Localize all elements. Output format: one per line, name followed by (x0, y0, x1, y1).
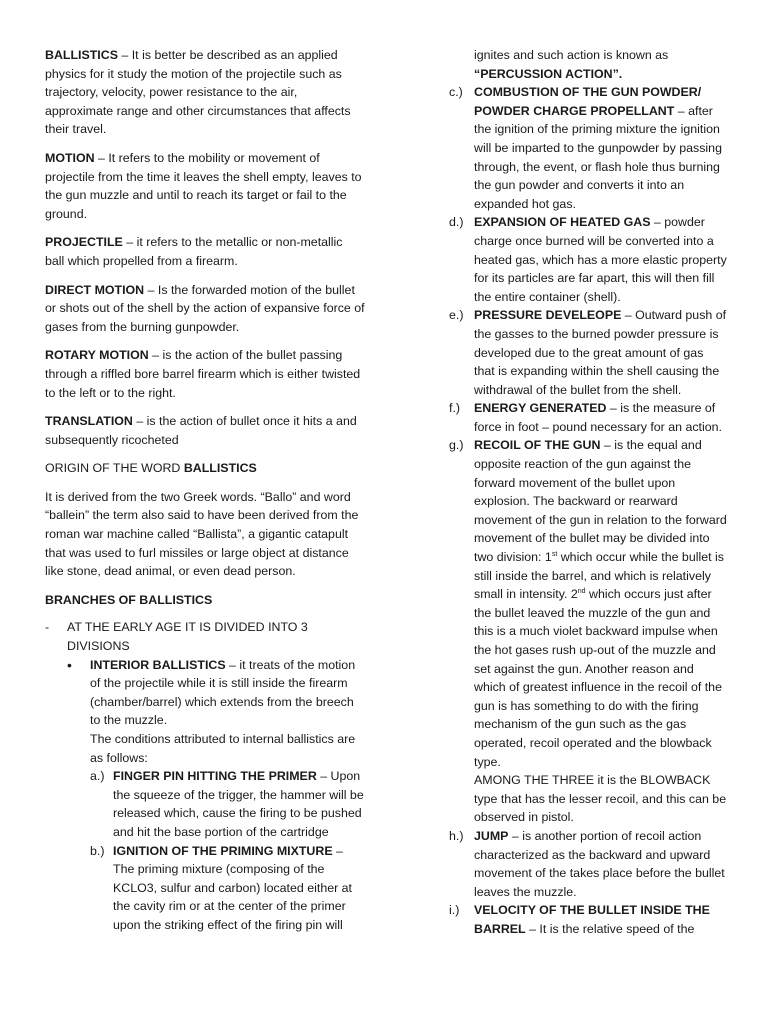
definition-motion: MOTION – It refers to the mobility or movement of projectile from the time it leaves the shell empty, leaves to the gun muzzle and until to reach its target or fail to the ground. (45, 150, 362, 221)
list-item: c.) COMBUSTION OF THE GUN POWDER/ POWDER CHARGE PROPELLANT – after the ignition of the priming mixture the ignition will be imparted to the gunpowder by passing through, the event, or flash hole thus burning the gun powder and converts it into an expanded hot gas. (449, 85, 722, 211)
list-item-recoil: g.) RECOIL OF THE GUN – is the equal and opposite reaction of the gun against the forward movement of the bullet upon explosion. The backward or rearward movement of the gun in relation to the forward movement of the bullet may be divided into two division: 1st which occur while the bullet is still inside the barrel, and which is relatively small in intensity. 2nd which occurs just after the bullet leaved the muzzle of the gun and this is a much violet backward impulse when the hot gases rush up-out of the muzzle and set against the gun. Another reason and which of greatest influence in the recoil of the gun is has something to do with the firing mechanism of the gun such as the gas operated, recoil operated and the blowback type. AMONG THE THREE it is the BLOWBACK type that has the lesser recoil, and this can be observed in pistol. (449, 438, 727, 825)
continuation-text: ignites and such action is known as “PERCUSSION ACTION”. (474, 48, 669, 81)
right-column (449, 46, 727, 939)
definition-direct-motion: DIRECT MOTION – Is the forwarded motion of the bullet or shots out of the shell by the action of expansive force of gases from the burning gunpowder. (45, 282, 365, 334)
list-item: f.) ENERGY GENERATED – is the measure of force in foot – pound necessary for an action. (449, 401, 722, 434)
definition-translation: TRANSLATION – is the action of bullet once it hits a and subsequently ricocheted (45, 414, 357, 447)
conditions-list (90, 767, 365, 934)
origin-text: It is derived from the two Greek words. “Ballo” and word “ballein” the term also said to have been derived from the roman war machine called “Ballista”, a gigantic catapult that was used to furl missiles or large object at distance like stone, dead animal, or even dead person. (45, 489, 359, 579)
list-item: b.) IGNITION OF THE PRIMING MIXTURE – The priming mixture (composing of the KCLO3, sulfur and carbon) located either at the cavity rim or at the center of the primer upon the striking effect of the firing pin will (90, 843, 352, 932)
branches-heading: BRANCHES OF BALLISTICS (45, 592, 213, 607)
bullet-marker: • (67, 656, 72, 673)
dash-marker: - (45, 620, 50, 635)
divisions-text: AT THE EARLY AGE IT IS DIVIDED INTO 3 DIVISIONS (67, 620, 308, 654)
definition-projectile: PROJECTILE – it refers to the metallic or non-metallic ball which propelled from a firearm. (45, 235, 343, 268)
definition-rotary-motion: ROTARY MOTION – is the action of the bullet passing through a riffled bore barrel firearm which is either twisted to the left or to the right. (45, 348, 361, 400)
list-item: d.) EXPANSION OF HEATED GAS – powder charge once burned will be converted into a heated gas, which has a more elastic property for its particles are far apart, this will then fill the entire container (shell). (449, 215, 727, 304)
list-item: h.) JUMP – is another portion of recoil action characterized as the backward and upward movement of the takes place before the bullet leaves the muzzle. (449, 828, 725, 899)
divisions-line (45, 618, 365, 655)
list-item: a.) FINGER PIN HITTING THE PRIMER – Upon the squeeze of the trigger, the hammer will be released which, cause the firing to be pushed and hit the base portion of the cartridge (90, 769, 364, 839)
origin-heading: ORIGIN OF THE WORD BALLISTICS (45, 461, 257, 476)
list-item: i.) VELOCITY OF THE BULLET INSIDE THE BARREL – It is the relative speed of the (449, 903, 710, 936)
definition-ballistics: BALLISTICS – It is better be described as an applied physics for it study the motion of the projectile such as trajectory, velocity, power resistance to the air, approximate range and other circumstances that affects their travel. (45, 48, 351, 137)
interior-ballistics-item: • INTERIOR BALLISTICS – it treats of the motion of the projectile while it is still inside the firearm (chamber/barrel) which extends from the breech to the muzzle. (67, 656, 365, 730)
conditions-text: The conditions attributed to internal ballistics are as follows: (90, 732, 356, 765)
left-column (45, 46, 365, 935)
list-item: e.) PRESSURE DEVELEOPE – Outward push of the gasses to the burned powder pressure is developed due to the great amount of gas that is expanding within the shell causing the withdrawal of the bullet from the shell. (449, 308, 727, 397)
